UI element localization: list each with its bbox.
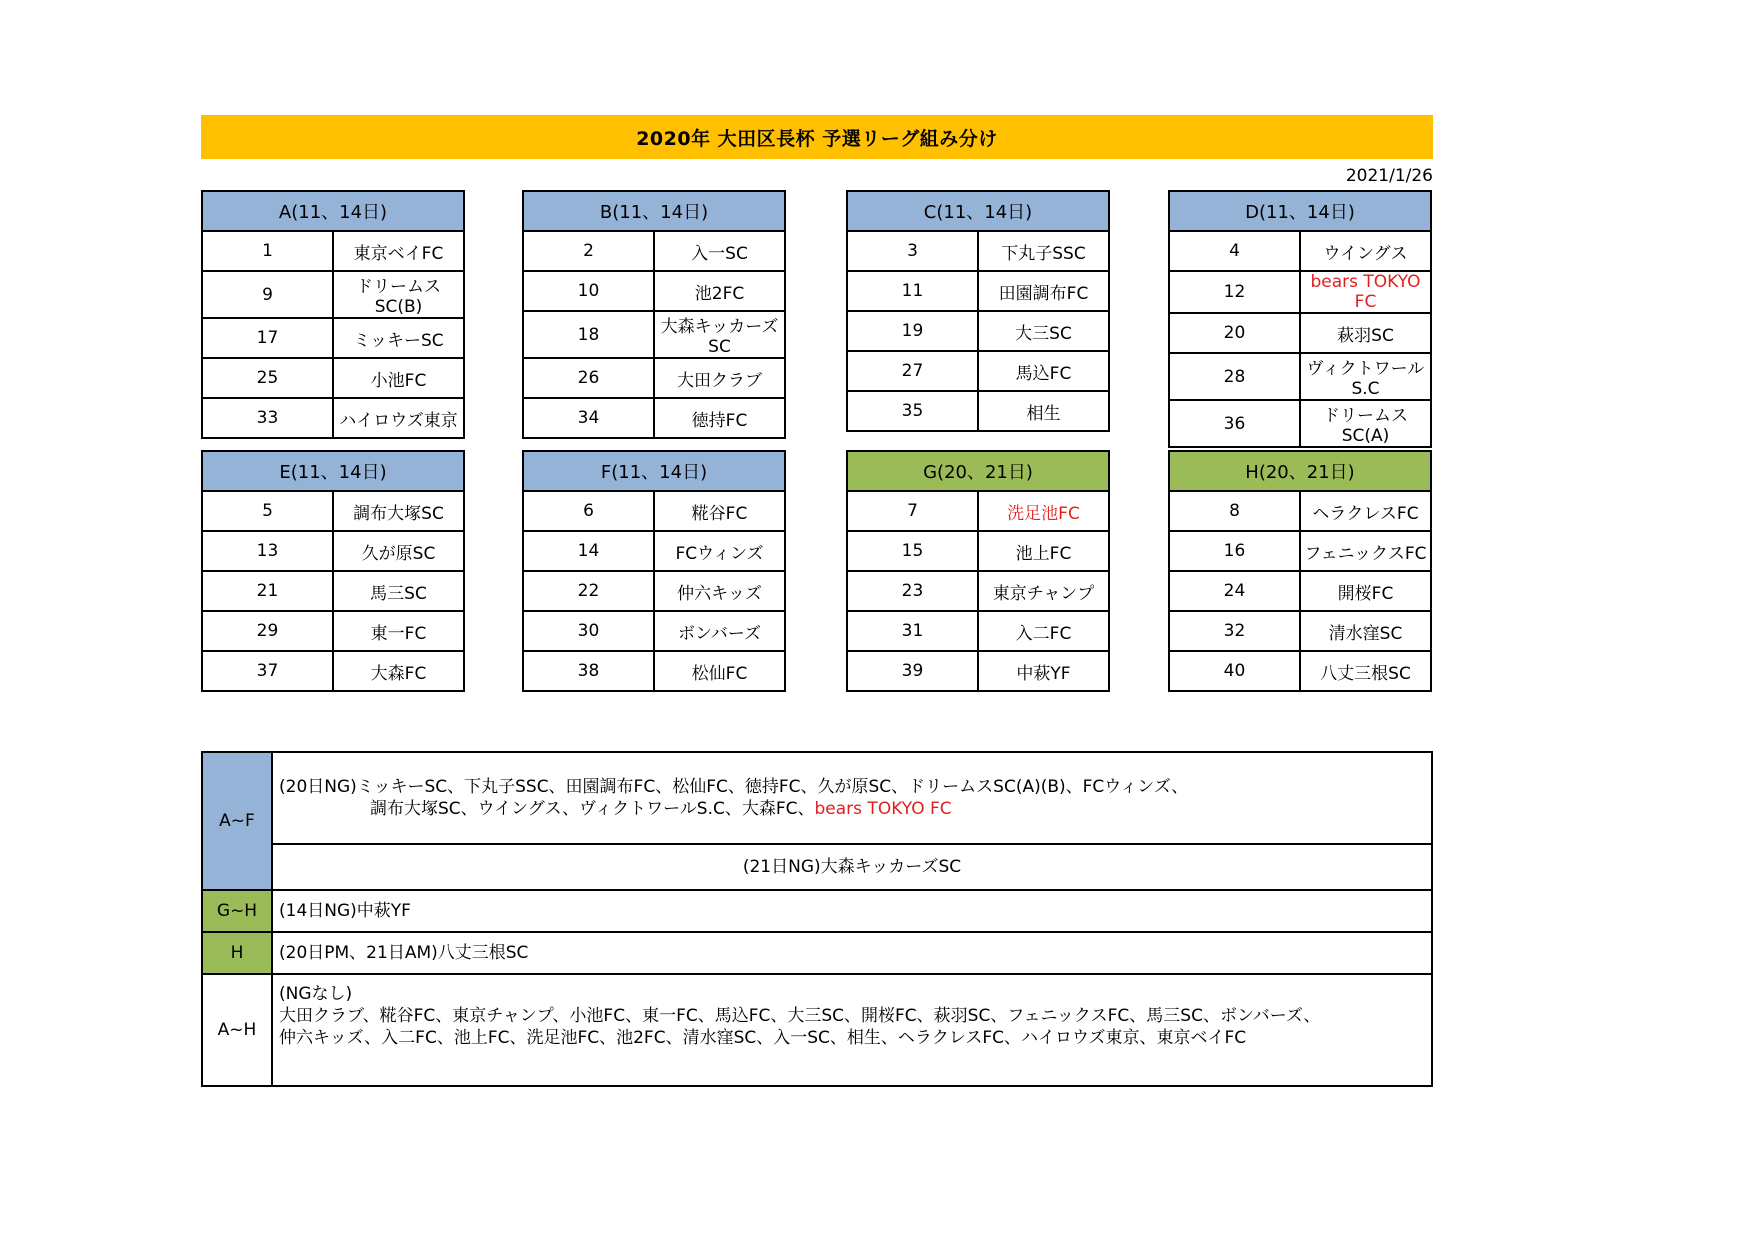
team-row (524, 398, 784, 437)
ng-cell-a-h (272, 974, 1431, 1085)
team-name: 松仙FC (654, 651, 784, 690)
ng-cell-g-h: (14日NG)中萩YF (272, 890, 1431, 932)
team-row (848, 571, 1108, 611)
team-number: 37 (203, 651, 333, 690)
team-row (203, 318, 463, 358)
group-table-6 (846, 450, 1110, 692)
group-header: C(11、14日) (848, 192, 1108, 231)
team-name: FCウィンズ (654, 531, 784, 571)
team-name: 萩羽SC (1300, 313, 1430, 353)
team-name: 池2FC (654, 271, 784, 311)
team-name: 田園調布FC (978, 271, 1108, 311)
team-name: 大森キッカーズSC (654, 311, 784, 358)
group-header: A(11、14日) (203, 192, 463, 231)
ng-a-f-line2-text: 調布大塚SC、ウイングス、ヴィクトワールS.C、大森FC、 (370, 799, 815, 819)
team-number: 26 (524, 358, 654, 398)
ng-label-h: H (203, 932, 272, 974)
team-row (524, 651, 784, 690)
team-number: 34 (524, 398, 654, 437)
team-number: 19 (848, 311, 978, 351)
team-row (1170, 651, 1430, 690)
group-header: B(11、14日) (524, 192, 784, 231)
team-number: 4 (1170, 231, 1300, 271)
team-name: 大森FC (333, 651, 463, 690)
team-row (203, 651, 463, 690)
team-number: 29 (203, 611, 333, 651)
team-row (1170, 571, 1430, 611)
team-number: 25 (203, 358, 333, 398)
ng-label-g-h: G~H (203, 890, 272, 932)
team-number: 21 (203, 571, 333, 611)
team-row (1170, 491, 1430, 531)
group-table-7 (1168, 450, 1432, 692)
team-number: 23 (848, 571, 978, 611)
team-row (203, 398, 463, 437)
team-name: 八丈三根SC (1300, 651, 1430, 690)
team-name: ドリームスSC(B) (333, 271, 463, 318)
team-row (848, 491, 1108, 531)
team-row (848, 611, 1108, 651)
group-header: H(20、21日) (1170, 452, 1430, 491)
group-header: D(11、14日) (1170, 192, 1430, 231)
team-name: フェニックスFC (1300, 531, 1430, 571)
team-row (524, 311, 784, 358)
team-name: 入一SC (691, 243, 748, 264)
group-table-2 (846, 190, 1110, 432)
team-number: 27 (848, 351, 978, 391)
team-name: 池上FC (978, 531, 1108, 571)
team-number: 2 (524, 231, 654, 271)
ng-cell-h: (20日PM、21日AM)八丈三根SC (272, 932, 1431, 974)
group-table-4 (201, 450, 465, 692)
team-number: 7 (848, 491, 978, 531)
team-row (203, 531, 463, 571)
page-title: 2020年 大田区長杯 予選リーグ組み分け (201, 115, 1433, 159)
team-number: 14 (524, 531, 654, 571)
ng-a-f-line2 (279, 798, 1425, 820)
team-name: 徳持FC (654, 398, 784, 437)
team-row (203, 611, 463, 651)
team-row (203, 358, 463, 398)
team-name: ボンバーズ (654, 611, 784, 651)
team-name: ハイロウズ東京 (333, 398, 463, 437)
team-number: 30 (524, 611, 654, 651)
team-row (524, 271, 784, 311)
team-name: 開桜FC (1300, 571, 1430, 611)
team-name: 東京チャンプ (978, 571, 1108, 611)
team-number: 1 (203, 231, 333, 271)
group-header: E(11、14日) (203, 452, 463, 491)
team-number: 3 (848, 231, 978, 271)
team-number: 33 (203, 398, 333, 437)
team-row (1170, 611, 1430, 651)
team-row (848, 311, 1108, 351)
team-row (1170, 231, 1430, 271)
group-header: F(11、14日) (524, 452, 784, 491)
team-name: 下丸子SSC (1001, 243, 1086, 264)
team-number: 31 (848, 611, 978, 651)
team-number: 32 (1170, 611, 1300, 651)
team-number: 5 (203, 491, 333, 531)
team-row (848, 231, 1108, 271)
team-number: 15 (848, 531, 978, 571)
team-row (848, 391, 1108, 430)
team-row (1170, 271, 1430, 313)
team-row (524, 358, 784, 398)
team-row (203, 571, 463, 611)
document-date: 2021/1/26 (1345, 166, 1433, 186)
ng-table (201, 751, 1433, 1087)
ng-a-f-line2-red: bears TOKYO FC (814, 799, 952, 819)
team-number: 11 (848, 271, 978, 311)
group-table-1 (522, 190, 786, 439)
team-row (203, 271, 463, 318)
ng-a-h-line1: (NGなし) (279, 984, 353, 1004)
team-name: ヴィクトワールS.C (1300, 353, 1430, 400)
team-row (524, 571, 784, 611)
ng-label-a-h: A~H (203, 974, 272, 1085)
team-row (848, 651, 1108, 690)
team-number: 39 (848, 651, 978, 690)
team-name: 仲六キッズ (654, 571, 784, 611)
ng-a-f-line1: (20日NG)ミッキーSC、下丸子SSC、田園調布FC、松仙FC、徳持FC、久が原SC、ドリームスSC(A)(B)、FCウィンズ、 (279, 777, 1189, 797)
team-name: 入二FC (978, 611, 1108, 651)
team-name: 東京ベイFC (353, 243, 444, 264)
team-row (1170, 400, 1430, 446)
team-row (1170, 531, 1430, 571)
team-number: 35 (848, 391, 978, 430)
team-name: 大田クラブ (654, 358, 784, 398)
team-row (848, 351, 1108, 391)
team-row (848, 271, 1108, 311)
ng-a-h-line2: 大田クラブ、糀谷FC、東京チャンプ、小池FC、東一FC、馬込FC、大三SC、開桜FC、萩羽SC、フェニックスFC、馬三SC、ボンバーズ、 (279, 1006, 1321, 1026)
team-number: 28 (1170, 353, 1300, 400)
team-name: 清水窪SC (1300, 611, 1430, 651)
team-number: 9 (203, 271, 333, 318)
team-name: 大三SC (978, 311, 1108, 351)
team-row (1170, 313, 1430, 353)
team-number: 17 (203, 318, 333, 358)
group-table-3 (1168, 190, 1432, 448)
team-number: 18 (524, 311, 654, 358)
group-table-0 (201, 190, 465, 439)
team-row (203, 231, 463, 271)
team-number: 36 (1170, 400, 1300, 446)
ng-cell-a-f-20 (272, 753, 1431, 844)
team-row (203, 491, 463, 531)
ng-label-a-f: A~F (203, 753, 272, 890)
team-number: 12 (1170, 271, 1300, 313)
team-number: 20 (1170, 313, 1300, 353)
team-row (524, 531, 784, 571)
team-row (1170, 353, 1430, 400)
team-name: bears TOKYO FC (1300, 271, 1430, 313)
team-name: ウイングス (1323, 243, 1408, 264)
team-number: 24 (1170, 571, 1300, 611)
team-row (524, 491, 784, 531)
team-number: 22 (524, 571, 654, 611)
team-name: 洗足池FC (1007, 503, 1080, 524)
team-number: 8 (1170, 491, 1300, 531)
team-row (524, 611, 784, 651)
team-name: 馬込FC (978, 351, 1108, 391)
team-name: 久が原SC (333, 531, 463, 571)
team-row (848, 531, 1108, 571)
team-name: 中萩YF (978, 651, 1108, 690)
team-name: ドリームスSC(A) (1300, 400, 1430, 446)
team-number: 16 (1170, 531, 1300, 571)
team-name: ヘラクレスFC (1312, 503, 1419, 524)
team-number: 38 (524, 651, 654, 690)
team-name: 東一FC (333, 611, 463, 651)
team-number: 40 (1170, 651, 1300, 690)
team-name: 糀谷FC (691, 503, 748, 524)
group-table-5 (522, 450, 786, 692)
team-name: ミッキーSC (333, 318, 463, 358)
ng-cell-a-f-21: (21日NG)大森キッカーズSC (272, 844, 1431, 890)
ng-a-h-line3: 仲六キッズ、入二FC、池上FC、洗足池FC、池2FC、清水窪SC、入一SC、相生、ヘラクレスFC、ハイロウズ東京、東京ベイFC (279, 1028, 1247, 1048)
team-name: 小池FC (333, 358, 463, 398)
team-name: 相生 (978, 391, 1108, 430)
team-number: 6 (524, 491, 654, 531)
team-row (524, 231, 784, 271)
team-name: 調布大塚SC (353, 503, 444, 524)
group-header: G(20、21日) (848, 452, 1108, 491)
team-name: 馬三SC (333, 571, 463, 611)
team-number: 13 (203, 531, 333, 571)
team-number: 10 (524, 271, 654, 311)
